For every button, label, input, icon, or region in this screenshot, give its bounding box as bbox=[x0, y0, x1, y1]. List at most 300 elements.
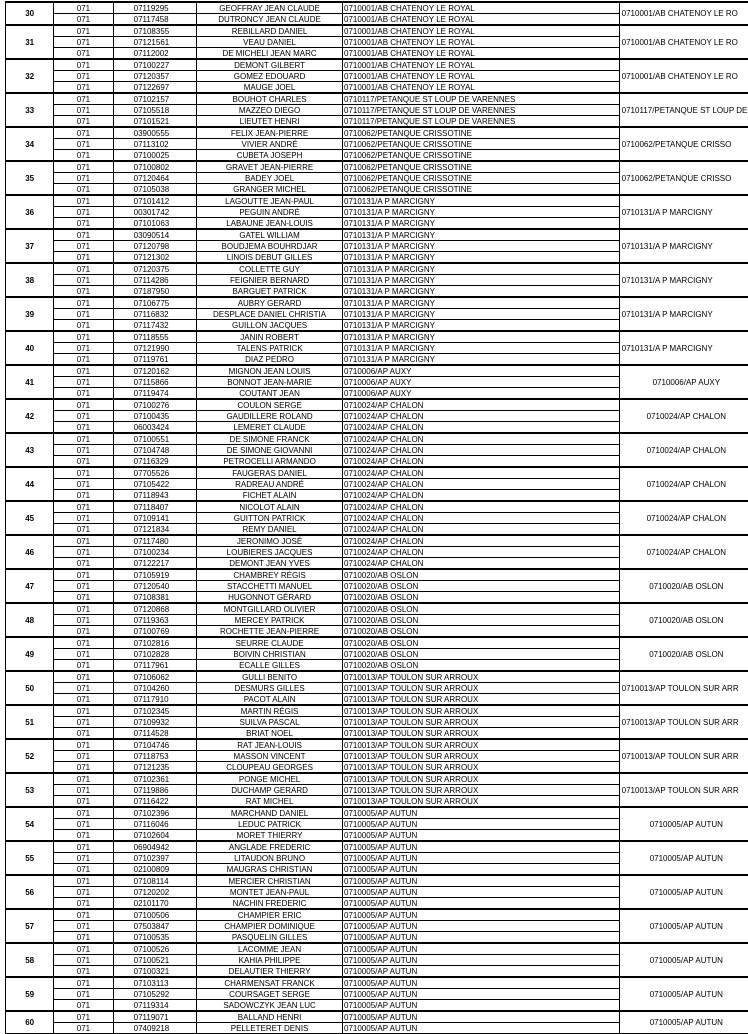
committee-code: 071 bbox=[54, 377, 113, 388]
committee-code: 071 bbox=[54, 807, 113, 819]
player-name: PASQUELIN GILLES bbox=[197, 932, 343, 944]
team-number: 43 bbox=[6, 433, 54, 467]
committee-code: 071 bbox=[54, 105, 113, 116]
player-name: PONGE MICHEL bbox=[197, 773, 343, 785]
license-number: 07122697 bbox=[113, 82, 197, 94]
club-name: 0710001/AB CHATENOY LE ROYAL bbox=[343, 48, 620, 60]
team-number: 33 bbox=[6, 93, 54, 127]
team-club: 0710013/AP TOULON SUR ARR bbox=[619, 671, 748, 705]
committee-code: 071 bbox=[54, 445, 113, 456]
club-name: 0710131/A P MARCIGNY bbox=[343, 343, 620, 354]
team-number: 39 bbox=[6, 297, 54, 331]
team-number: 53 bbox=[6, 773, 54, 807]
player-name: LIEUTET HENRI bbox=[197, 116, 343, 128]
team-number: 48 bbox=[6, 603, 54, 637]
license-number: 07117961 bbox=[113, 660, 197, 672]
club-name: 0710005/AP AUTUN bbox=[343, 807, 620, 819]
committee-code: 071 bbox=[54, 150, 113, 162]
team-club: 0710131/A P MARCIGNY bbox=[619, 195, 748, 229]
license-number: 07101412 bbox=[113, 195, 197, 207]
license-number: 07115866 bbox=[113, 377, 197, 388]
player-row bbox=[6, 433, 748, 445]
player-name: LAGOUTTE JEAN-PAUL bbox=[197, 195, 343, 207]
license-number: 07119761 bbox=[113, 354, 197, 366]
team-number: 60 bbox=[6, 1011, 54, 1034]
license-number: 07120798 bbox=[113, 241, 197, 252]
player-name: MERCIER CHRISTIAN bbox=[197, 875, 343, 887]
committee-code: 071 bbox=[54, 252, 113, 264]
team-number: 35 bbox=[6, 161, 54, 195]
committee-code: 071 bbox=[54, 297, 113, 309]
license-number: 07103113 bbox=[113, 977, 197, 989]
license-number: 07118753 bbox=[113, 751, 197, 762]
team-number: 32 bbox=[6, 59, 54, 93]
club-name: 0710024/AP CHALON bbox=[343, 433, 620, 445]
committee-code: 071 bbox=[54, 683, 113, 694]
club-name: 0710013/AP TOULON SUR ARROUX bbox=[343, 773, 620, 785]
license-number: 07114286 bbox=[113, 275, 197, 286]
license-number: 07117458 bbox=[113, 14, 197, 26]
team-club: 0710131/A P MARCIGNY bbox=[619, 297, 748, 331]
club-name: 0710024/AP CHALON bbox=[343, 456, 620, 468]
club-name: 0710062/PETANQUE CRISSOTINE bbox=[343, 150, 620, 162]
committee-code: 071 bbox=[54, 626, 113, 638]
club-name: 0710005/AP AUTUN bbox=[343, 955, 620, 966]
player-row bbox=[6, 59, 748, 71]
committee-code: 071 bbox=[54, 864, 113, 876]
club-name: 0710024/AP CHALON bbox=[343, 411, 620, 422]
club-name: 0710117/PETANQUE ST LOUP DE VARENNES bbox=[343, 93, 620, 105]
committee-code: 071 bbox=[54, 830, 113, 842]
license-number: 07114528 bbox=[113, 728, 197, 740]
license-number: 07102345 bbox=[113, 705, 197, 717]
player-name: MAUGE JOEL bbox=[197, 82, 343, 94]
license-number: 07100276 bbox=[113, 399, 197, 411]
club-name: 0710020/AB OSLON bbox=[343, 592, 620, 604]
player-name: DE MICHELI JEAN MARC bbox=[197, 48, 343, 60]
player-row bbox=[6, 705, 748, 717]
team-number: 40 bbox=[6, 331, 54, 365]
player-row bbox=[6, 603, 748, 615]
team-number: 59 bbox=[6, 977, 54, 1011]
player-name: LOUBIERES JACQUES bbox=[197, 547, 343, 558]
player-name: BOIVIN CHRISTIAN bbox=[197, 649, 343, 660]
license-number: 02100809 bbox=[113, 864, 197, 876]
club-name: 0710005/AP AUTUN bbox=[343, 1023, 620, 1034]
club-name: 0710001/AB CHATENOY LE ROYAL bbox=[343, 71, 620, 82]
player-row bbox=[6, 637, 748, 649]
team-number: 45 bbox=[6, 501, 54, 535]
committee-code: 071 bbox=[54, 569, 113, 581]
license-number: 03900555 bbox=[113, 127, 197, 139]
license-number: 07109932 bbox=[113, 717, 197, 728]
license-number: 07705526 bbox=[113, 467, 197, 479]
club-name: 0710062/PETANQUE CRISSOTINE bbox=[343, 161, 620, 173]
player-name: GEOFFRAY JEAN CLAUDE bbox=[197, 2, 343, 14]
club-name: 0710001/AB CHATENOY LE ROYAL bbox=[343, 2, 620, 14]
license-number: 07409218 bbox=[113, 1023, 197, 1034]
player-name: COUTANT JEAN bbox=[197, 388, 343, 400]
committee-code: 071 bbox=[54, 513, 113, 524]
team-club: 0710005/AP AUTUN bbox=[619, 807, 748, 841]
club-name: 0710013/AP TOULON SUR ARROUX bbox=[343, 751, 620, 762]
player-name: DE SIMONE GIOVANNI bbox=[197, 445, 343, 456]
player-name: GOMEZ EDOUARD bbox=[197, 71, 343, 82]
team-club: 0710005/AP AUTUN bbox=[619, 1011, 748, 1034]
committee-code: 071 bbox=[54, 309, 113, 320]
club-name: 0710020/AB OSLON bbox=[343, 649, 620, 660]
player-name: CUBETA JOSEPH bbox=[197, 150, 343, 162]
license-number: 07118943 bbox=[113, 490, 197, 502]
player-name: HUGONNOT GÉRARD bbox=[197, 592, 343, 604]
committee-code: 071 bbox=[54, 694, 113, 706]
license-number: 07100551 bbox=[113, 433, 197, 445]
club-name: 0710006/AP AUXY bbox=[343, 377, 620, 388]
committee-code: 071 bbox=[54, 479, 113, 490]
team-number: 56 bbox=[6, 875, 54, 909]
player-name: DESPLACE DANIEL CHRISTIA bbox=[197, 309, 343, 320]
license-number: 07118555 bbox=[113, 331, 197, 343]
committee-code: 071 bbox=[54, 456, 113, 468]
player-name: ROCHETTE JEAN-PIERRE bbox=[197, 626, 343, 638]
player-name: SUILVA PASCAL bbox=[197, 717, 343, 728]
player-row bbox=[6, 25, 748, 37]
license-number: 07105919 bbox=[113, 569, 197, 581]
team-club: 0710005/AP AUTUN bbox=[619, 977, 748, 1011]
license-number: 07106775 bbox=[113, 297, 197, 309]
team-number: 51 bbox=[6, 705, 54, 739]
club-name: 0710117/PETANQUE ST LOUP DE VARENNES bbox=[343, 105, 620, 116]
club-name: 0710020/AB OSLON bbox=[343, 581, 620, 592]
license-number: 07116329 bbox=[113, 456, 197, 468]
player-row bbox=[6, 671, 748, 683]
license-number: 07119295 bbox=[113, 2, 197, 14]
license-number: 07100506 bbox=[113, 909, 197, 921]
team-club: 0710005/AP AUTUN bbox=[619, 943, 748, 977]
license-number: 07121561 bbox=[113, 37, 197, 48]
club-name: 0710020/AB OSLON bbox=[343, 626, 620, 638]
committee-code: 071 bbox=[54, 59, 113, 71]
team-club: 0710131/A P MARCIGNY bbox=[619, 229, 748, 263]
committee-code: 071 bbox=[54, 1011, 113, 1023]
player-name: BALLAND HENRI bbox=[197, 1011, 343, 1023]
player-name: MORET THIERRY bbox=[197, 830, 343, 842]
club-name: 0710013/AP TOULON SUR ARROUX bbox=[343, 762, 620, 774]
player-name: FAUGERAS DANIEL bbox=[197, 467, 343, 479]
player-row bbox=[6, 807, 748, 819]
club-name: 0710131/A P MARCIGNY bbox=[343, 241, 620, 252]
club-name: 0710024/AP CHALON bbox=[343, 558, 620, 570]
committee-code: 071 bbox=[54, 48, 113, 60]
player-name: PELLETERET DENIS bbox=[197, 1023, 343, 1034]
license-number: 07122217 bbox=[113, 558, 197, 570]
committee-code: 071 bbox=[54, 275, 113, 286]
license-number: 07106062 bbox=[113, 671, 197, 683]
committee-code: 071 bbox=[54, 1023, 113, 1034]
player-name: BONNOT JEAN-MARIE bbox=[197, 377, 343, 388]
roster-body bbox=[6, 2, 748, 1034]
license-number: 07116046 bbox=[113, 819, 197, 830]
committee-code: 071 bbox=[54, 751, 113, 762]
committee-code: 071 bbox=[54, 819, 113, 830]
committee-code: 071 bbox=[54, 796, 113, 808]
club-name: 0710062/PETANQUE CRISSOTINE bbox=[343, 173, 620, 184]
club-name: 0710024/AP CHALON bbox=[343, 445, 620, 456]
committee-code: 071 bbox=[54, 399, 113, 411]
player-name: GAUDILLERE ROLAND bbox=[197, 411, 343, 422]
team-number: 38 bbox=[6, 263, 54, 297]
player-name: CLOUPEAU GEORGES bbox=[197, 762, 343, 774]
player-name: RAT MICHEL bbox=[197, 796, 343, 808]
team-club: 0710013/AP TOULON SUR ARR bbox=[619, 705, 748, 739]
committee-code: 071 bbox=[54, 331, 113, 343]
team-club: 0710020/AB OSLON bbox=[619, 569, 748, 603]
player-name: MARCHAND DANIEL bbox=[197, 807, 343, 819]
player-name: LINOIS DEBUT GILLES bbox=[197, 252, 343, 264]
team-number: 36 bbox=[6, 195, 54, 229]
club-name: 0710024/AP CHALON bbox=[343, 422, 620, 434]
player-name: DE SIMONE FRANCK bbox=[197, 433, 343, 445]
team-number: 55 bbox=[6, 841, 54, 875]
committee-code: 071 bbox=[54, 241, 113, 252]
club-name: 0710005/AP AUTUN bbox=[343, 932, 620, 944]
license-number: 07120162 bbox=[113, 365, 197, 377]
player-row bbox=[6, 229, 748, 241]
committee-code: 071 bbox=[54, 705, 113, 717]
club-name: 0710131/A P MARCIGNY bbox=[343, 331, 620, 343]
team-number: 41 bbox=[6, 365, 54, 399]
club-name: 0710013/AP TOULON SUR ARROUX bbox=[343, 728, 620, 740]
player-row bbox=[6, 535, 748, 547]
player-name: PACOT ALAIN bbox=[197, 694, 343, 706]
license-number: 07503847 bbox=[113, 921, 197, 932]
team-club: 0710001/AB CHATENOY LE RO bbox=[619, 25, 748, 59]
license-number: 07119314 bbox=[113, 1000, 197, 1012]
club-name: 0710024/AP CHALON bbox=[343, 399, 620, 411]
license-number: 07118407 bbox=[113, 501, 197, 513]
club-name: 0710117/PETANQUE ST LOUP DE VARENNES bbox=[343, 116, 620, 128]
club-name: 0710131/A P MARCIGNY bbox=[343, 286, 620, 298]
license-number: 07104748 bbox=[113, 445, 197, 456]
club-name: 0710131/A P MARCIGNY bbox=[343, 218, 620, 230]
team-number: 30 bbox=[6, 2, 54, 25]
player-name: DELAUTIER THIERRY bbox=[197, 966, 343, 978]
player-name: CHAMPIER ERIC bbox=[197, 909, 343, 921]
club-name: 0710013/AP TOULON SUR ARROUX bbox=[343, 717, 620, 728]
club-name: 0710024/AP CHALON bbox=[343, 535, 620, 547]
team-club: 0710005/AP AUTUN bbox=[619, 875, 748, 909]
license-number: 07102828 bbox=[113, 649, 197, 660]
club-name: 0710001/AB CHATENOY LE ROYAL bbox=[343, 14, 620, 26]
team-club: 0710131/A P MARCIGNY bbox=[619, 331, 748, 365]
license-number: 03090514 bbox=[113, 229, 197, 241]
player-name: MASSON VINCENT bbox=[197, 751, 343, 762]
team-roster-table bbox=[5, 1, 748, 1034]
committee-code: 071 bbox=[54, 467, 113, 479]
license-number: 07119071 bbox=[113, 1011, 197, 1023]
team-club: 0710062/PETANQUE CRISSO bbox=[619, 161, 748, 195]
license-number: 07100535 bbox=[113, 932, 197, 944]
committee-code: 071 bbox=[54, 320, 113, 332]
club-name: 0710131/A P MARCIGNY bbox=[343, 229, 620, 241]
player-name: LACOMME JEAN bbox=[197, 943, 343, 955]
player-name: REBILLARD DANIEL bbox=[197, 25, 343, 37]
license-number: 07105518 bbox=[113, 105, 197, 116]
club-name: 0710131/A P MARCIGNY bbox=[343, 252, 620, 264]
team-club: 0710001/AB CHATENOY LE RO bbox=[619, 59, 748, 93]
license-number: 07102397 bbox=[113, 853, 197, 864]
club-name: 0710013/AP TOULON SUR ARROUX bbox=[343, 705, 620, 717]
license-number: 07121235 bbox=[113, 762, 197, 774]
license-number: 07104260 bbox=[113, 683, 197, 694]
club-name: 0710013/AP TOULON SUR ARROUX bbox=[343, 739, 620, 751]
team-number: 34 bbox=[6, 127, 54, 161]
player-row bbox=[6, 2, 748, 14]
license-number: 07187950 bbox=[113, 286, 197, 298]
committee-code: 071 bbox=[54, 853, 113, 864]
club-name: 0710006/AP AUXY bbox=[343, 365, 620, 377]
player-name: GUITTON PATRICK bbox=[197, 513, 343, 524]
club-name: 0710006/AP AUXY bbox=[343, 388, 620, 400]
committee-code: 071 bbox=[54, 411, 113, 422]
player-row bbox=[6, 569, 748, 581]
club-name: 0710005/AP AUTUN bbox=[343, 909, 620, 921]
committee-code: 071 bbox=[54, 263, 113, 275]
license-number: 07101521 bbox=[113, 116, 197, 128]
license-number: 07120375 bbox=[113, 263, 197, 275]
club-name: 0710131/A P MARCIGNY bbox=[343, 263, 620, 275]
player-name: CHARMENSAT FRANCK bbox=[197, 977, 343, 989]
club-name: 0710001/AB CHATENOY LE ROYAL bbox=[343, 59, 620, 71]
player-name: LEDUC PATRICK bbox=[197, 819, 343, 830]
player-row bbox=[6, 841, 748, 853]
club-name: 0710020/AB OSLON bbox=[343, 569, 620, 581]
team-number: 31 bbox=[6, 25, 54, 59]
license-number: 07120868 bbox=[113, 603, 197, 615]
player-name: VEAU DANIEL bbox=[197, 37, 343, 48]
player-row bbox=[6, 127, 748, 139]
player-row bbox=[6, 909, 748, 921]
club-name: 0710020/AB OSLON bbox=[343, 615, 620, 626]
club-name: 0710024/AP CHALON bbox=[343, 501, 620, 513]
club-name: 0710131/A P MARCIGNY bbox=[343, 297, 620, 309]
committee-code: 071 bbox=[54, 898, 113, 910]
player-name: LITAUDON BRUNO bbox=[197, 853, 343, 864]
committee-code: 071 bbox=[54, 615, 113, 626]
player-name: CHAMBREY RÉGIS bbox=[197, 569, 343, 581]
player-name: BOUDJEMA BOUHRDJAR bbox=[197, 241, 343, 252]
player-row bbox=[6, 773, 748, 785]
committee-code: 071 bbox=[54, 728, 113, 740]
committee-code: 071 bbox=[54, 637, 113, 649]
license-number: 07104746 bbox=[113, 739, 197, 751]
team-number: 57 bbox=[6, 909, 54, 943]
committee-code: 071 bbox=[54, 433, 113, 445]
team-number: 44 bbox=[6, 467, 54, 501]
license-number: 07121302 bbox=[113, 252, 197, 264]
team-club: 0710013/AP TOULON SUR ARR bbox=[619, 739, 748, 773]
club-name: 0710005/AP AUTUN bbox=[343, 943, 620, 955]
license-number: 07120540 bbox=[113, 581, 197, 592]
license-number: 07109141 bbox=[113, 513, 197, 524]
license-number: 07108381 bbox=[113, 592, 197, 604]
club-name: 0710131/A P MARCIGNY bbox=[343, 275, 620, 286]
committee-code: 071 bbox=[54, 524, 113, 536]
license-number: 07100769 bbox=[113, 626, 197, 638]
team-number: 49 bbox=[6, 637, 54, 671]
license-number: 07112002 bbox=[113, 48, 197, 60]
committee-code: 071 bbox=[54, 422, 113, 434]
player-name: MAUGRAS CHRISTIAN bbox=[197, 864, 343, 876]
committee-code: 071 bbox=[54, 887, 113, 898]
team-club: 0710001/AB CHATENOY LE RO bbox=[619, 2, 748, 25]
license-number: 07101063 bbox=[113, 218, 197, 230]
player-row bbox=[6, 739, 748, 751]
player-name: DEMONT GILBERT bbox=[197, 59, 343, 71]
club-name: 0710024/AP CHALON bbox=[343, 524, 620, 536]
team-club: 0710024/AP CHALON bbox=[619, 535, 748, 569]
license-number: 07105038 bbox=[113, 184, 197, 196]
team-club: 0710024/AP CHALON bbox=[619, 501, 748, 535]
player-name: NACHIN FREDERIC bbox=[197, 898, 343, 910]
license-number: 07102157 bbox=[113, 93, 197, 105]
club-name: 0710020/AB OSLON bbox=[343, 603, 620, 615]
committee-code: 071 bbox=[54, 365, 113, 377]
committee-code: 071 bbox=[54, 966, 113, 978]
committee-code: 071 bbox=[54, 25, 113, 37]
club-name: 0710024/AP CHALON bbox=[343, 467, 620, 479]
player-row bbox=[6, 365, 748, 377]
player-row bbox=[6, 1011, 748, 1023]
player-name: BOUHOT CHARLES bbox=[197, 93, 343, 105]
club-name: 0710005/AP AUTUN bbox=[343, 966, 620, 978]
player-name: RAT JEAN-LOUIS bbox=[197, 739, 343, 751]
player-row bbox=[6, 331, 748, 343]
license-number: 07113102 bbox=[113, 139, 197, 150]
club-name: 0710024/AP CHALON bbox=[343, 479, 620, 490]
license-number: 07102396 bbox=[113, 807, 197, 819]
committee-code: 071 bbox=[54, 501, 113, 513]
committee-code: 071 bbox=[54, 943, 113, 955]
player-name: SEURRE CLAUDE bbox=[197, 637, 343, 649]
committee-code: 071 bbox=[54, 592, 113, 604]
club-name: 0710001/AB CHATENOY LE ROYAL bbox=[343, 82, 620, 94]
player-name: FEIGNIER BERNARD bbox=[197, 275, 343, 286]
player-name: MONTGILLARD OLIVIER bbox=[197, 603, 343, 615]
committee-code: 071 bbox=[54, 603, 113, 615]
player-name: JERONIMO JOSÉ bbox=[197, 535, 343, 547]
license-number: 07100521 bbox=[113, 955, 197, 966]
player-name: GRAVET JEAN-PIERRE bbox=[197, 161, 343, 173]
player-name: SADOWCZYK JEAN LUC bbox=[197, 1000, 343, 1012]
license-number: 07100234 bbox=[113, 547, 197, 558]
club-name: 0710024/AP CHALON bbox=[343, 547, 620, 558]
player-name: DIAZ PEDRO bbox=[197, 354, 343, 366]
license-number: 06003424 bbox=[113, 422, 197, 434]
committee-code: 071 bbox=[54, 343, 113, 354]
player-name: COLLETTE GUY bbox=[197, 263, 343, 275]
club-name: 0710131/A P MARCIGNY bbox=[343, 354, 620, 366]
player-row bbox=[6, 263, 748, 275]
committee-code: 071 bbox=[54, 649, 113, 660]
player-name: GATEL WILLIAM bbox=[197, 229, 343, 241]
player-name: LABAUNE JEAN-LOUIS bbox=[197, 218, 343, 230]
player-name: BARGUET PATRICK bbox=[197, 286, 343, 298]
committee-code: 071 bbox=[54, 161, 113, 173]
team-club: 0710020/AB OSLON bbox=[619, 637, 748, 671]
team-number: 50 bbox=[6, 671, 54, 705]
license-number: 07100802 bbox=[113, 161, 197, 173]
